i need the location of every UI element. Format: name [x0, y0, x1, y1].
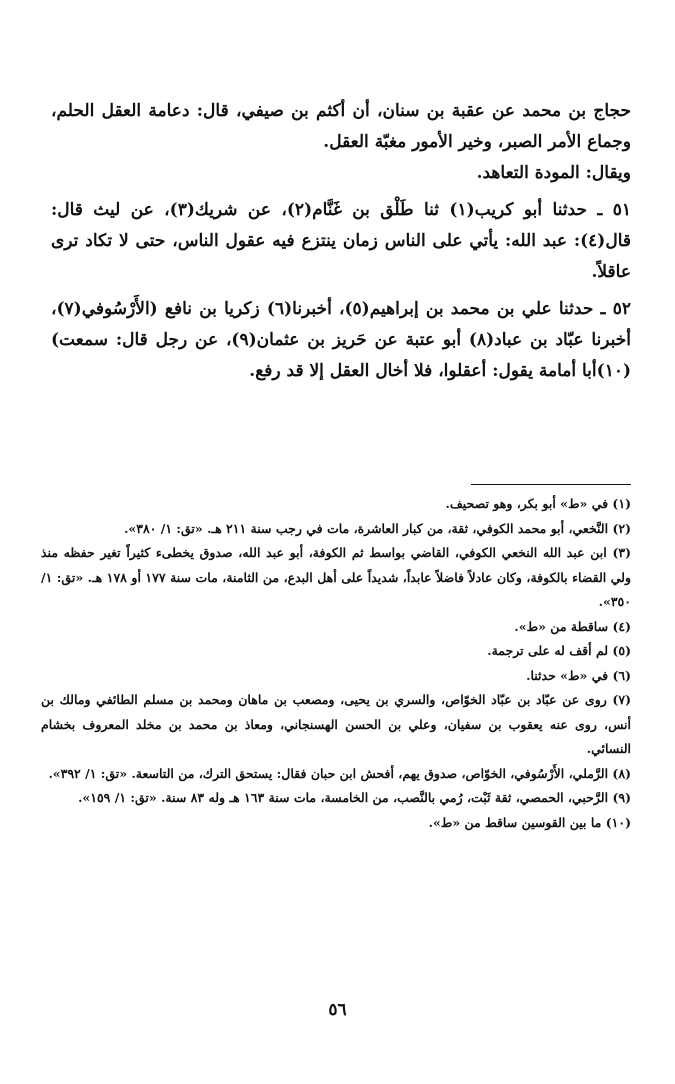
- hadith-51: ٥١ ـ حدثنا أبو كريب(١) ثنا طَلْق بن غَنَّام(٢)، عن شريك(٣)، عن ليث قال: قال(٤): عبد الله: يأتي على الناس زمان ينتزع فيه عقول الناس، حتى لا تكاد ترى عاقلاً.: [51, 200, 631, 282]
- footnote-3: (٣) ابن عبد الله النخعي الكوفي، القاضي بواسط ثم الكوفة، أبو عبد الله، صدوق يخطىء كثيراً تغير حفظه منذ ولي القضاء بالكوفة، وكان عادلاً فاضلاً عابداً، شديداً على أهل البدع، من الثامنة، مات سنة ١٧٧ أو ١٧٨ هـ. «تق: ١/ ٣٥٠».: [41, 545, 631, 609]
- footnote-2: (٢) النَّخعي، أبو محمد الكوفي، ثقة، من كبار العاشرة، مات في رجب سنة ٢١١ هـ. «تق: ١/ ٣٨٠».: [124, 520, 631, 536]
- footnote-divider: [471, 484, 631, 485]
- paragraph-akthum: حجاج بن محمد عن عقبة بن سنان، أن أكثم بن صيفي، قال: دعامة العقل الحلم، وجماع الأمر الصبر، وخير الأمور مغبّة العقل.: [51, 101, 631, 152]
- footnote-5: (٥) لم أقف له على ترجمة.: [487, 643, 631, 658]
- footnote-7: (٧) روى عن عبّاد بن عبّاد الخوّاص، والسري بن يحيى، ومصعب بن ماهان ومحمد بن مسلم الطائفي ومالك بن أنس، روى عنه يعقوب بن سفيان، وعلي بن الحسن الهسنجاني، ومعاذ بن محمد بن مخلد المعروف بخشام النسائي.: [41, 692, 631, 756]
- footnote-9: (٩) الرَّحبي، الحمصي، ثقة ثَبْت، رُمي بالنَّصب، من الخامسة، مات سنة ١٦٣ هـ وله ٨٣ سنة. «تق: ١/ ١٥٩».: [78, 790, 631, 805]
- footnotes: [41, 492, 631, 835]
- footnote-1: (١) في «ط» أبو بكر، وهو تصحيف.: [445, 496, 631, 511]
- footnote-10: (١٠) ما بين القوسين ساقط من «ط».: [428, 814, 631, 830]
- main-text: [51, 96, 631, 387]
- footnote-4: (٤) ساقطة من «ط».: [514, 618, 631, 634]
- footnote-8: (٨) الرَّملي، الأَرْسُوفي، الخوّاص، صدوق يهم، أفحش ابن حبان فقال: يستحق الترك، من التاسعة. «تق: ١/ ٣٩٢».: [48, 765, 631, 781]
- paragraph-mawadda: ويقال: المودة التعاهد.: [476, 163, 631, 183]
- page-number: ٥٦: [328, 1000, 347, 1020]
- hadith-52: ٥٢ ـ حدثنا علي بن محمد بن إبراهيم(٥)، أخبرنا(٦) زكريا بن نافع (الأَرْسُوفي(٧)، أخبرنا عبّاد بن عباد(٨) أبو عتبة عن حَريز بن عثمان(٩)، عن رجل قال: سمعت) (١٠)أبا أمامة يقول: أعقلوا، فلا أخال العقل إلا قد رفع.: [51, 299, 631, 381]
- footnote-6: (٦) في «ط» حدثنا.: [526, 667, 631, 683]
